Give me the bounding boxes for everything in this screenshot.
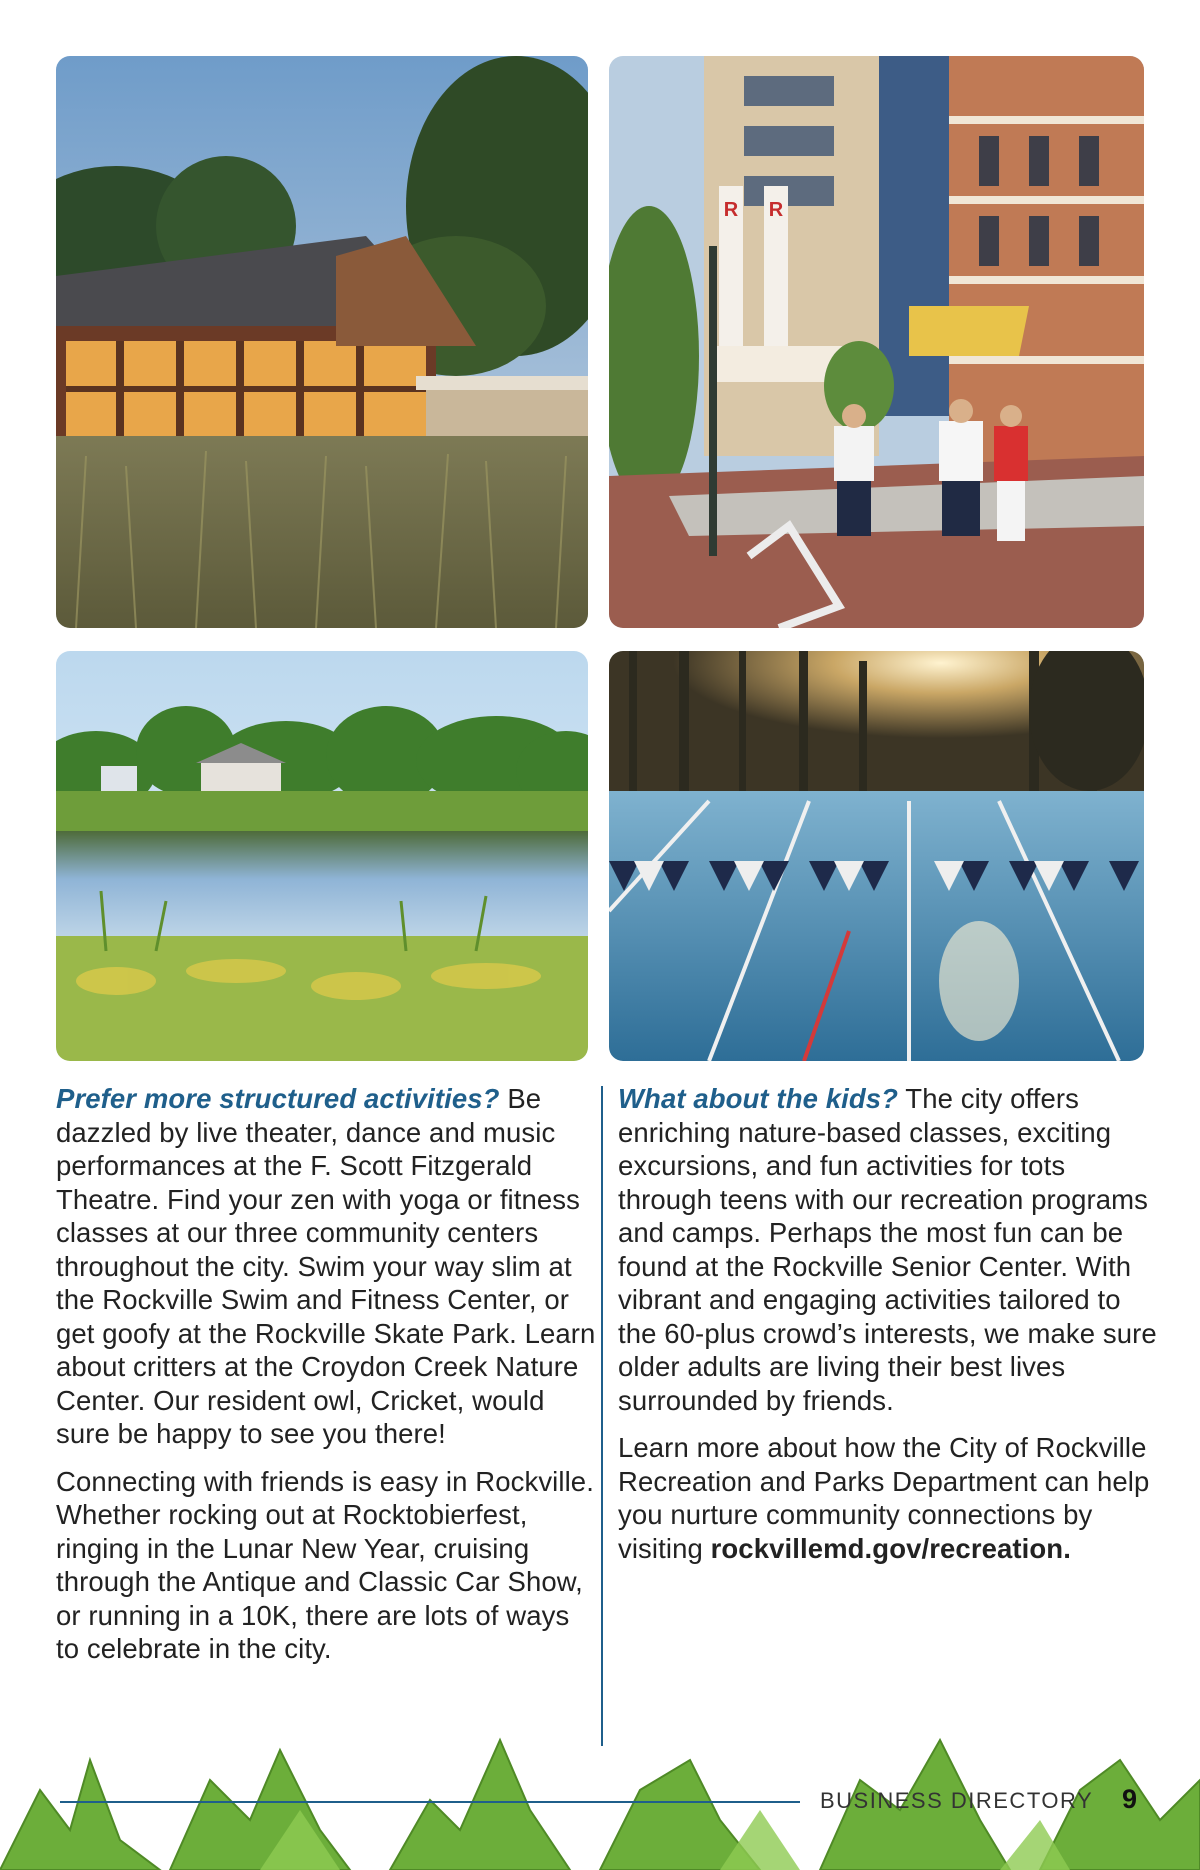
recreation-link[interactable]: rockvillemd.gov/recreation. [710, 1532, 1071, 1564]
column-divider [601, 1086, 603, 1746]
structured-activities-paragraph [56, 1082, 596, 1451]
footer-label: BUSINESS DIRECTORY [820, 1788, 1094, 1813]
lake-photo [56, 651, 588, 1061]
structured-activities-lead: Prefer more structured activities? [56, 1083, 500, 1114]
right-column [618, 1082, 1163, 1579]
connecting-friends-paragraph: Connecting with friends is easy in Rockville. Whether rocking out at Rocktobierfest, ringing in the Lunar New Year, cruising through the Antique and Classic Car Show, or running in a 10K, there are lots of ways to celebrate in the city. [56, 1465, 594, 1664]
pool-photo [609, 651, 1144, 1061]
svg-text:R: R [768, 199, 784, 221]
kids-paragraph [618, 1082, 1163, 1417]
learn-more-paragraph [618, 1431, 1163, 1565]
structured-activities-text: Be dazzled by live theater, dance and music performances at the F. Scott Fitzgerald Theatre. Find your zen with yoga or fitness classes at our three community centers throughout the city. Swim your way slim at the Rockville Swim and Fitness Center, or get goofy at the Rockville Skate Park. Learn about critters at the Croydon Creek Nature Center. Our resident owl, Cricket, would sure be happy to see you there! [56, 1083, 596, 1449]
left-column [56, 1082, 596, 1680]
nature-center-photo [56, 56, 588, 628]
regal-sign-letters: R [723, 199, 739, 221]
town-square-photo [609, 56, 1144, 628]
kids-text: The city offers enriching nature-based classes, exciting excursions, and fun activities for tots through teens with our recreation programs and camps. Perhaps the most fun can be found at the Rockville Senior Center. With vibrant and engaging activities tailored to the 60-plus crowd’s interests, we make sure older adults are living their best lives surrounded by friends. [618, 1083, 1157, 1416]
page-number: 9 [1122, 1784, 1138, 1814]
kids-lead: What about the kids? [618, 1083, 899, 1114]
footer-rule [60, 1801, 800, 1803]
learn-more-text: Learn more about how the City of Rockville Recreation and Parks Department can help you nurture community connections by visiting [618, 1432, 1150, 1564]
